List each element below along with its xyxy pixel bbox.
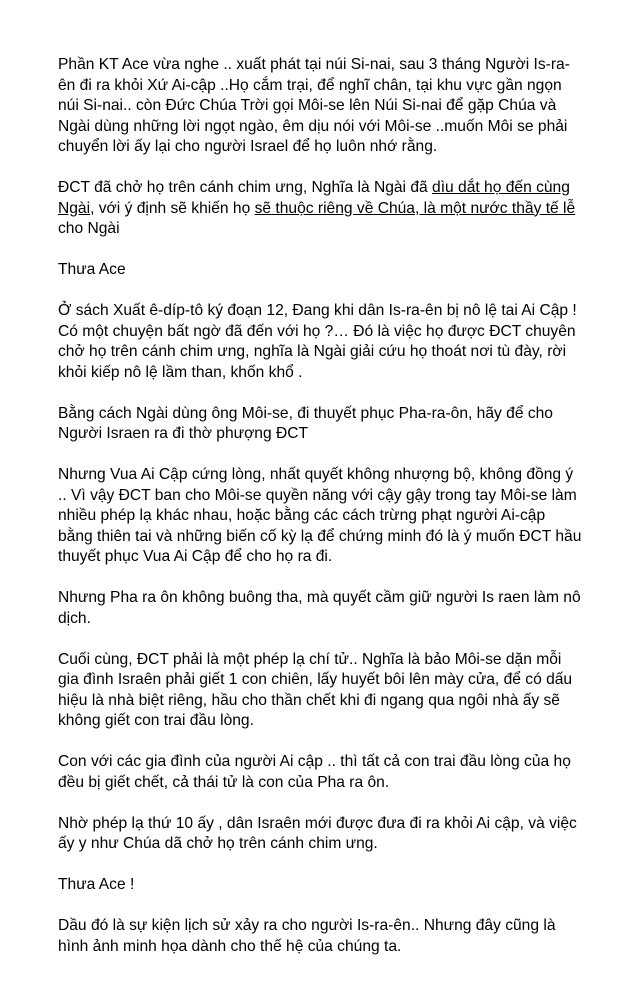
- paragraph-9: Con với các gia đình của người Ai cập .. thì tất cả con trai đầu lòng của họ đều bị giết chết, cả thái tử là con của Pha ra ôn.: [58, 753, 571, 791]
- paragraph-2-text-2: , với ý định sẽ khiến họ: [90, 199, 255, 217]
- paragraph-8: Cuối cùng, ĐCT phải là một phép lạ chí tử.. Nghĩa là bảo Môi-se dặn mỗi gia đình Israên phải giết 1 con chiên, lấy huyết bôi lên mày cửa, để có dấu hiệu là nhà biệt riêng, hầu cho thần chết khi đi ngang qua ngôi nhà ấy sẽ không giết con trai đầu lòng.: [58, 650, 573, 729]
- underlined-phrase-1: dìu dắt họ đến cùng Ngài: [58, 179, 570, 217]
- paragraph-4: Ở sách Xuất ê-díp-tô ký đoạn 12, Đang khi dân Is-ra-ên bị nô lệ tai Ai Cập ! Có một chuyện bất ngờ đã đến với họ ?… Đó là việc họ được ĐCT chuyên chở họ trên cánh chim ưng, nghĩa là Ngài giải cứu họ thoát nơi tù đày, rời khỏi kiếp nô lệ lầm than, khốn khổ .: [58, 302, 577, 381]
- underlined-phrase-2: sẽ thuộc riêng về Chúa, là một nước thầy tế lễ: [254, 199, 576, 217]
- paragraph-2: [58, 178, 582, 240]
- paragraph-2-text-1: ĐCT đã chở họ trên cánh chim ưng, Nghĩa là Ngài đã: [58, 179, 433, 196]
- paragraph-12: Dầu đó là sự kiện lịch sử xảy ra cho người Is-ra-ên.. Nhưng đây cũng là hình ảnh minh họa dành cho thế hệ của chúng ta.: [58, 917, 556, 955]
- paragraph-1: Phần KT Ace vừa nghe .. xuất phát tại núi Si-nai, sau 3 tháng Người Is-ra-ên đi ra khỏi Xứ Ai-cập ..Họ cắm trại, để nghĩ chân, tại khu vực gần ngọn núi Si-nai.. còn Đức Chúa Trời gọi Môi-se lên Núi Si-nai để gặp Chúa và Ngài dùng những lời ngọt ngào, êm dịu nói với Môi-se ..muốn Môi se phải chuyển lời ấy lại cho người Israel để họ luôn nhớ rằng.: [58, 56, 570, 155]
- paragraph-11: Thưa Ace !: [58, 876, 135, 893]
- paragraph-7: Nhưng Pha ra ôn không buông tha, mà quyết cầm giữ người Is raen làm nô dịch.: [58, 589, 581, 627]
- paragraph-6: Nhưng Vua Ai Cập cứng lòng, nhất quyết không nhượng bộ, không đồng ý .. Vì vậy ĐCT ban cho Môi-se quyền năng với cậy gậy trong tay Môi-se làm nhiều phép lạ khác nhau, hoặc bằng các cách trừng phạt người Ai-cập bằng thiên tai và những biến cố kỳ lạ để chứng minh đó là ý muốn ĐCT hầu thuyết phục Vua Ai Cập để cho họ ra đi.: [58, 466, 582, 565]
- paragraph-2-text-3: cho Ngài: [58, 220, 120, 237]
- paragraph-5: Bằng cách Ngài dùng ông Môi-se, đi thuyết phục Pha-ra-ôn, hãy để cho Người Israen ra đi thờ phượng ĐCT: [58, 404, 553, 442]
- document-page: [58, 55, 582, 978]
- paragraph-3: Thưa Ace: [58, 261, 126, 278]
- paragraph-10: Nhờ phép lạ thứ 10 ấy , dân Israên mới được đưa đi ra khỏi Ai cập, và việc ấy y như Chúa dã chở họ trên cánh chim ưng.: [58, 814, 577, 852]
